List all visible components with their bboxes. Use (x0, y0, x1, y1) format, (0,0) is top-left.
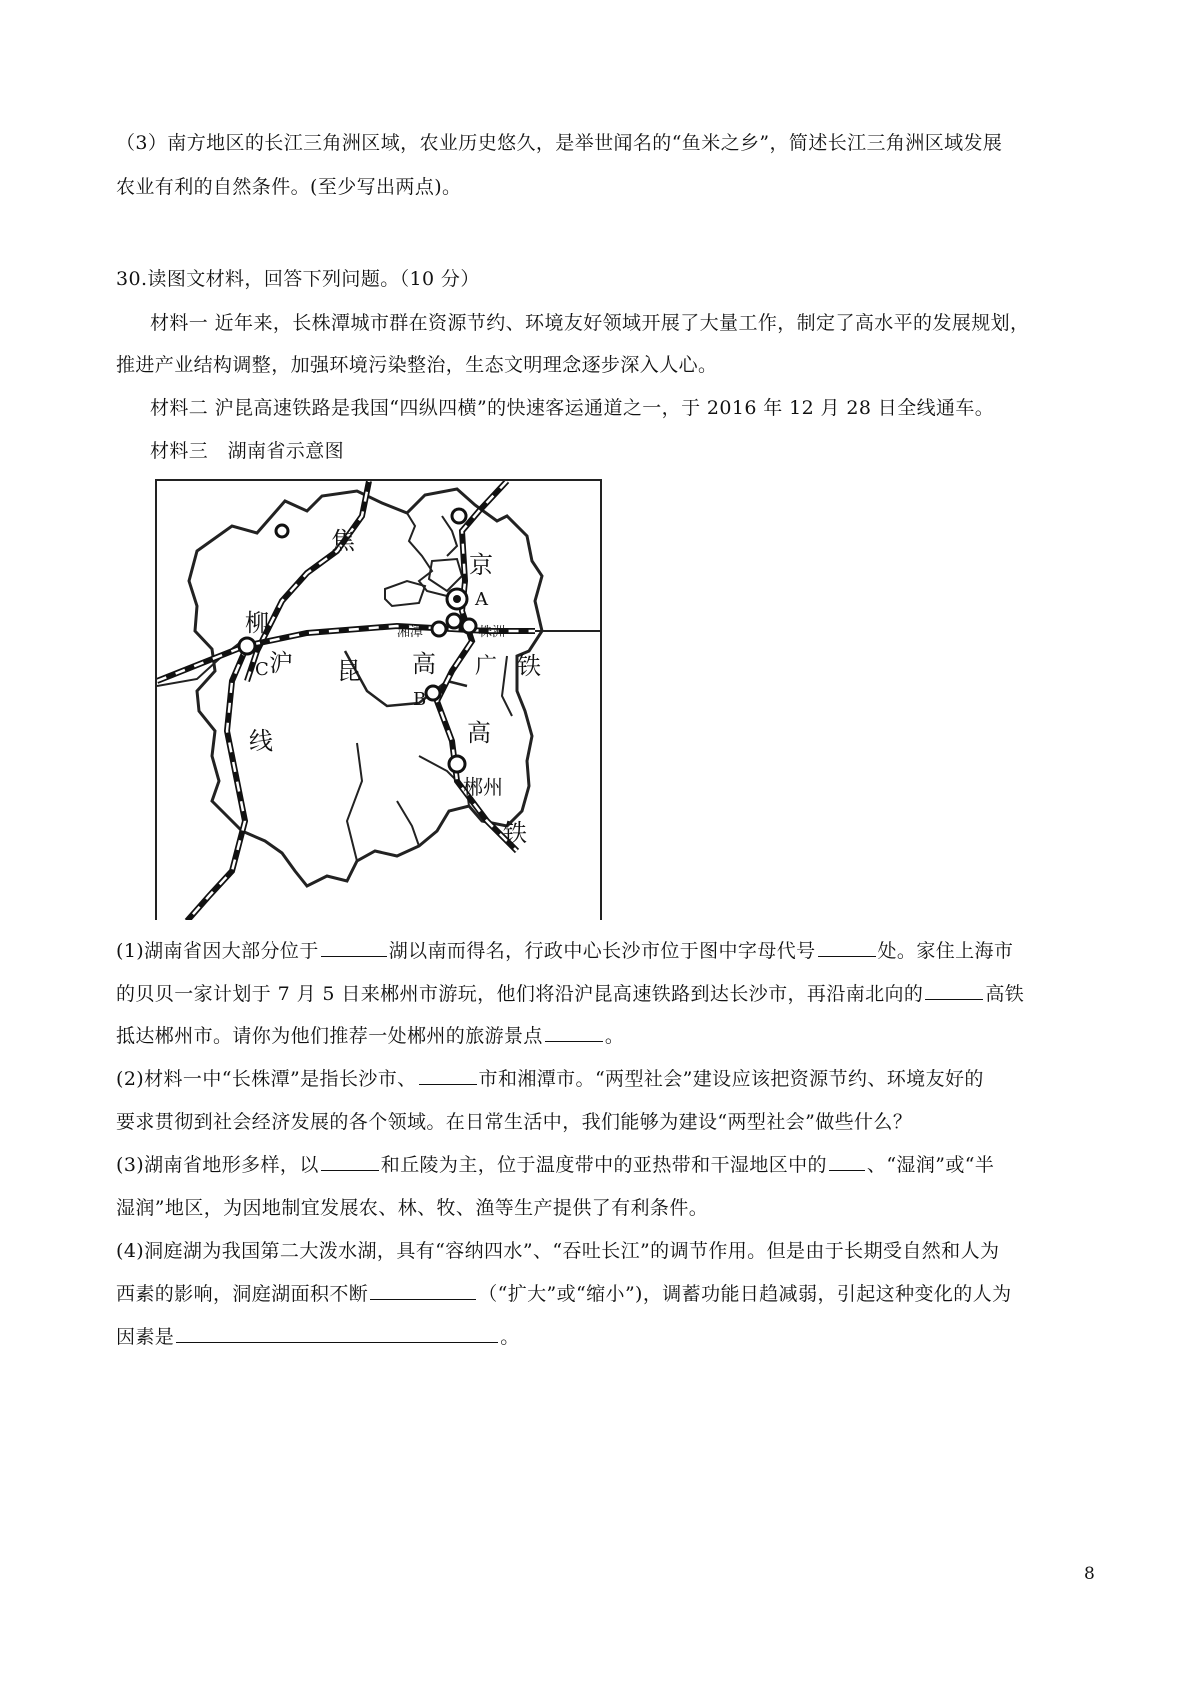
city-marker-c (239, 638, 255, 654)
q1-text: 的贝贝一家计划于 7 月 5 日来郴州市游玩，他们将沿沪昆高速铁路到达长沙市，再沿南北向的 (116, 983, 924, 1005)
q1-text: 湖以南而得名，行政中心长沙市位于图中字母代号 (388, 940, 816, 962)
city-marker-zhuzhou (462, 619, 476, 633)
city-marker-b (426, 686, 440, 700)
q4-line1: (4)洞庭湖为我国第二大泼水湖，具有“容纳四水”、“吞吐长江”的调节作用。但是由于长期受自然和人为 (116, 1240, 1000, 1262)
q1-line1 (116, 938, 1096, 964)
map-label-zhuzhou: 株洲 (479, 625, 506, 640)
page-number: 8 (1084, 1564, 1095, 1584)
q1-text: 处。家住上海市 (877, 940, 1014, 962)
city-marker-chenzhou (449, 756, 465, 772)
map-label-a: A (475, 589, 488, 610)
q2-line1 (116, 1066, 1096, 1092)
q3-blank-region[interactable] (829, 1152, 865, 1171)
map-label-xiangtan: 湘潭 (397, 625, 424, 640)
q4-text: （“扩大”或“缩小”)，调蓄功能日趋减弱，引起这种变化的人为 (478, 1283, 1012, 1305)
hunan-map (155, 479, 602, 920)
q3-line1 (116, 1152, 1096, 1178)
city-marker-xiangtan (432, 622, 446, 636)
region-line (397, 801, 419, 846)
q1-text: (1)湖南省因大部分位于 (116, 940, 319, 962)
q1-text: 抵达郴州市。请你为他们推荐一处郴州的旅游景点 (116, 1025, 543, 1047)
map-label-gao2: 高 (467, 719, 491, 747)
map-label-liu: 柳 (245, 609, 269, 637)
q2-line2: 要求贯彻到社会经济发展的各个领域。在日常生活中，我们能够为建设“两型社会”做些什么？ (116, 1111, 913, 1133)
river-line (385, 581, 425, 606)
material-one-line2: 推进产业结构调整，加强环境污染整治，生态文明理念逐步深入人心。 (116, 354, 718, 376)
map-label-b: B (413, 689, 427, 710)
q4-line2 (116, 1281, 1096, 1307)
q3-line2: 湿润”地区，为因地制宜发展农、林、牧、渔等生产提供了有利条件。 (116, 1197, 709, 1219)
city-marker-center (447, 614, 461, 628)
q1-blank-scenic-spot[interactable] (545, 1023, 603, 1042)
map-label-tie1: 铁 (517, 652, 541, 680)
region-line (347, 743, 362, 861)
region-line (502, 656, 512, 716)
map-label-hu: 沪 (269, 649, 293, 677)
q1-blank-letter[interactable] (818, 938, 876, 957)
map-label-kun: 昆 (337, 657, 361, 685)
q1-line2 (116, 981, 1096, 1007)
material-two: 材料二 沪昆高速铁路是我国“四纵四横”的快速客运通道之一，于 2016 年 12 月 28 日全线通车。 (150, 397, 995, 419)
q1-text: 。 (604, 1025, 625, 1047)
map-label-guang: 广 (475, 654, 498, 679)
lake-outline (429, 559, 462, 591)
map-label-c: C (255, 659, 269, 680)
q3-text: 和丘陵为主，位于温度带中的亚热带和干湿地区中的 (380, 1154, 827, 1176)
q4-line3 (116, 1324, 1096, 1350)
map-label-jiao: 焦 (331, 527, 355, 555)
q29-3-line1: （3）南方地区的长江三角洲区域，农业历史悠久，是举世闻名的“鱼米之乡”，简述长江三角洲区域发展 (116, 132, 1003, 154)
q1-blank-railway[interactable] (925, 981, 983, 1000)
city-marker-north (452, 509, 466, 523)
map-label-tie2: 铁 (503, 819, 527, 847)
q1-line3 (116, 1023, 1096, 1049)
q4-blank-area-change[interactable] (370, 1281, 476, 1300)
city-marker-a-inner (453, 595, 461, 603)
q3-text: (3)湖南省地形多样，以 (116, 1154, 319, 1176)
q4-text: 。 (500, 1326, 520, 1348)
q30-title: 30.读图文材料，回答下列问题。（10 分） (116, 268, 480, 290)
q4-blank-human-factor[interactable] (176, 1324, 498, 1343)
q1-blank-lake[interactable] (321, 938, 387, 957)
q3-blank-terrain[interactable] (321, 1152, 379, 1171)
q4-text: 因素是 (116, 1326, 175, 1348)
hunan-map-drawing (157, 481, 600, 920)
city-marker-jiao-west (276, 525, 288, 537)
q2-blank-city[interactable] (419, 1066, 477, 1085)
q2-text: (2)材料一中“长株潭”是指长沙市、 (116, 1068, 417, 1090)
q29-3-line2: 农业有利的自然条件。(至少写出两点)。 (116, 176, 462, 198)
map-label-chenzhou: 郴州 (463, 775, 503, 799)
material-three: 材料三 湖南省示意图 (150, 440, 345, 462)
map-label-jing: 京 (469, 551, 493, 579)
map-label-gao1: 高 (412, 650, 436, 678)
map-label-xian: 线 (249, 727, 273, 755)
q2-text: 市和湘潭市。“两型社会”建设应该把资源节约、环境友好的 (478, 1068, 984, 1090)
material-one-line1: 材料一 近年来，长株潭城市群在资源节约、环境友好领域开展了大量工作，制定了高水平的发展规划， (150, 312, 1030, 334)
q1-text: 高铁 (985, 983, 1025, 1005)
q4-text: 西素的影响，洞庭湖面积不断 (116, 1283, 369, 1305)
q3-text: 、“湿润”或“半 (866, 1154, 995, 1176)
